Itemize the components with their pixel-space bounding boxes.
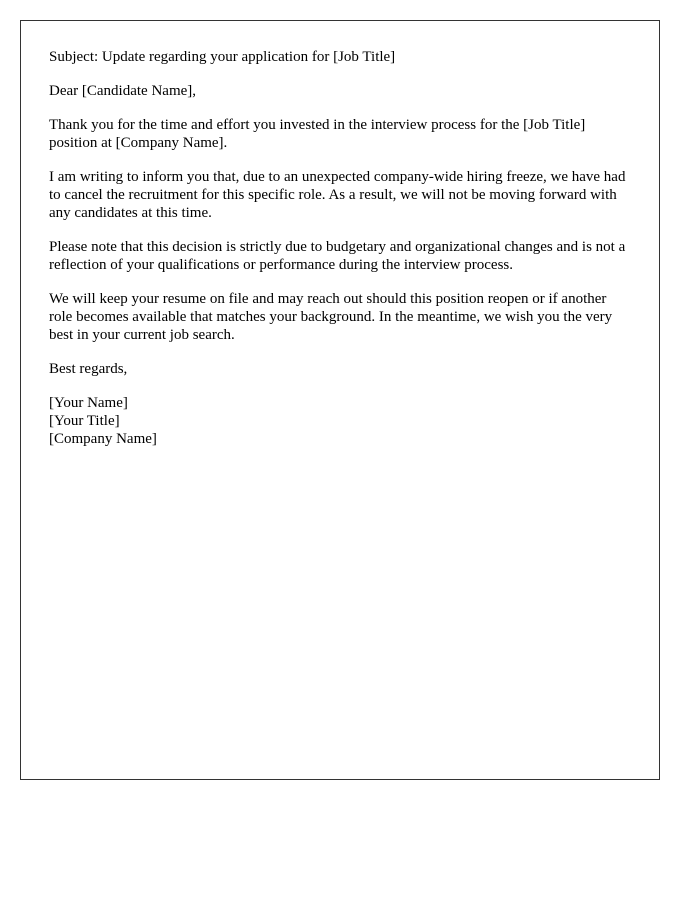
signature-title: [Your Title] bbox=[49, 413, 120, 429]
letter-subject: Subject: Update regarding your application for [Job Title] bbox=[49, 49, 396, 65]
signature-block bbox=[49, 394, 631, 448]
letter-paragraph-intro: Thank you for the time and effort you invested in the interview process for the [Job Title] position at [Company Name]. bbox=[49, 117, 586, 151]
letter-paragraph-reason: Please note that this decision is strictly due to budgetary and organizational changes and is not a reflection of your qualifications or performance during the interview process. bbox=[49, 239, 626, 273]
letter-paragraph-cancellation: I am writing to inform you that, due to an unexpected company-wide hiring freeze, we have had to cancel the recruitment for this specific role. As a result, we will not be moving forward with any candidates at this time. bbox=[49, 169, 626, 221]
signature-name: [Your Name] bbox=[49, 395, 128, 411]
signature-company: [Company Name] bbox=[49, 431, 157, 447]
letter-paragraph-future: We will keep your resume on file and may reach out should this position reopen or if another role becomes available that matches your background. In the meantime, we wish you the very best in your current job search. bbox=[49, 291, 613, 343]
letter-closing: Best regards, bbox=[49, 361, 128, 377]
letter-greeting: Dear [Candidate Name], bbox=[49, 83, 197, 99]
letter-document bbox=[20, 20, 660, 780]
